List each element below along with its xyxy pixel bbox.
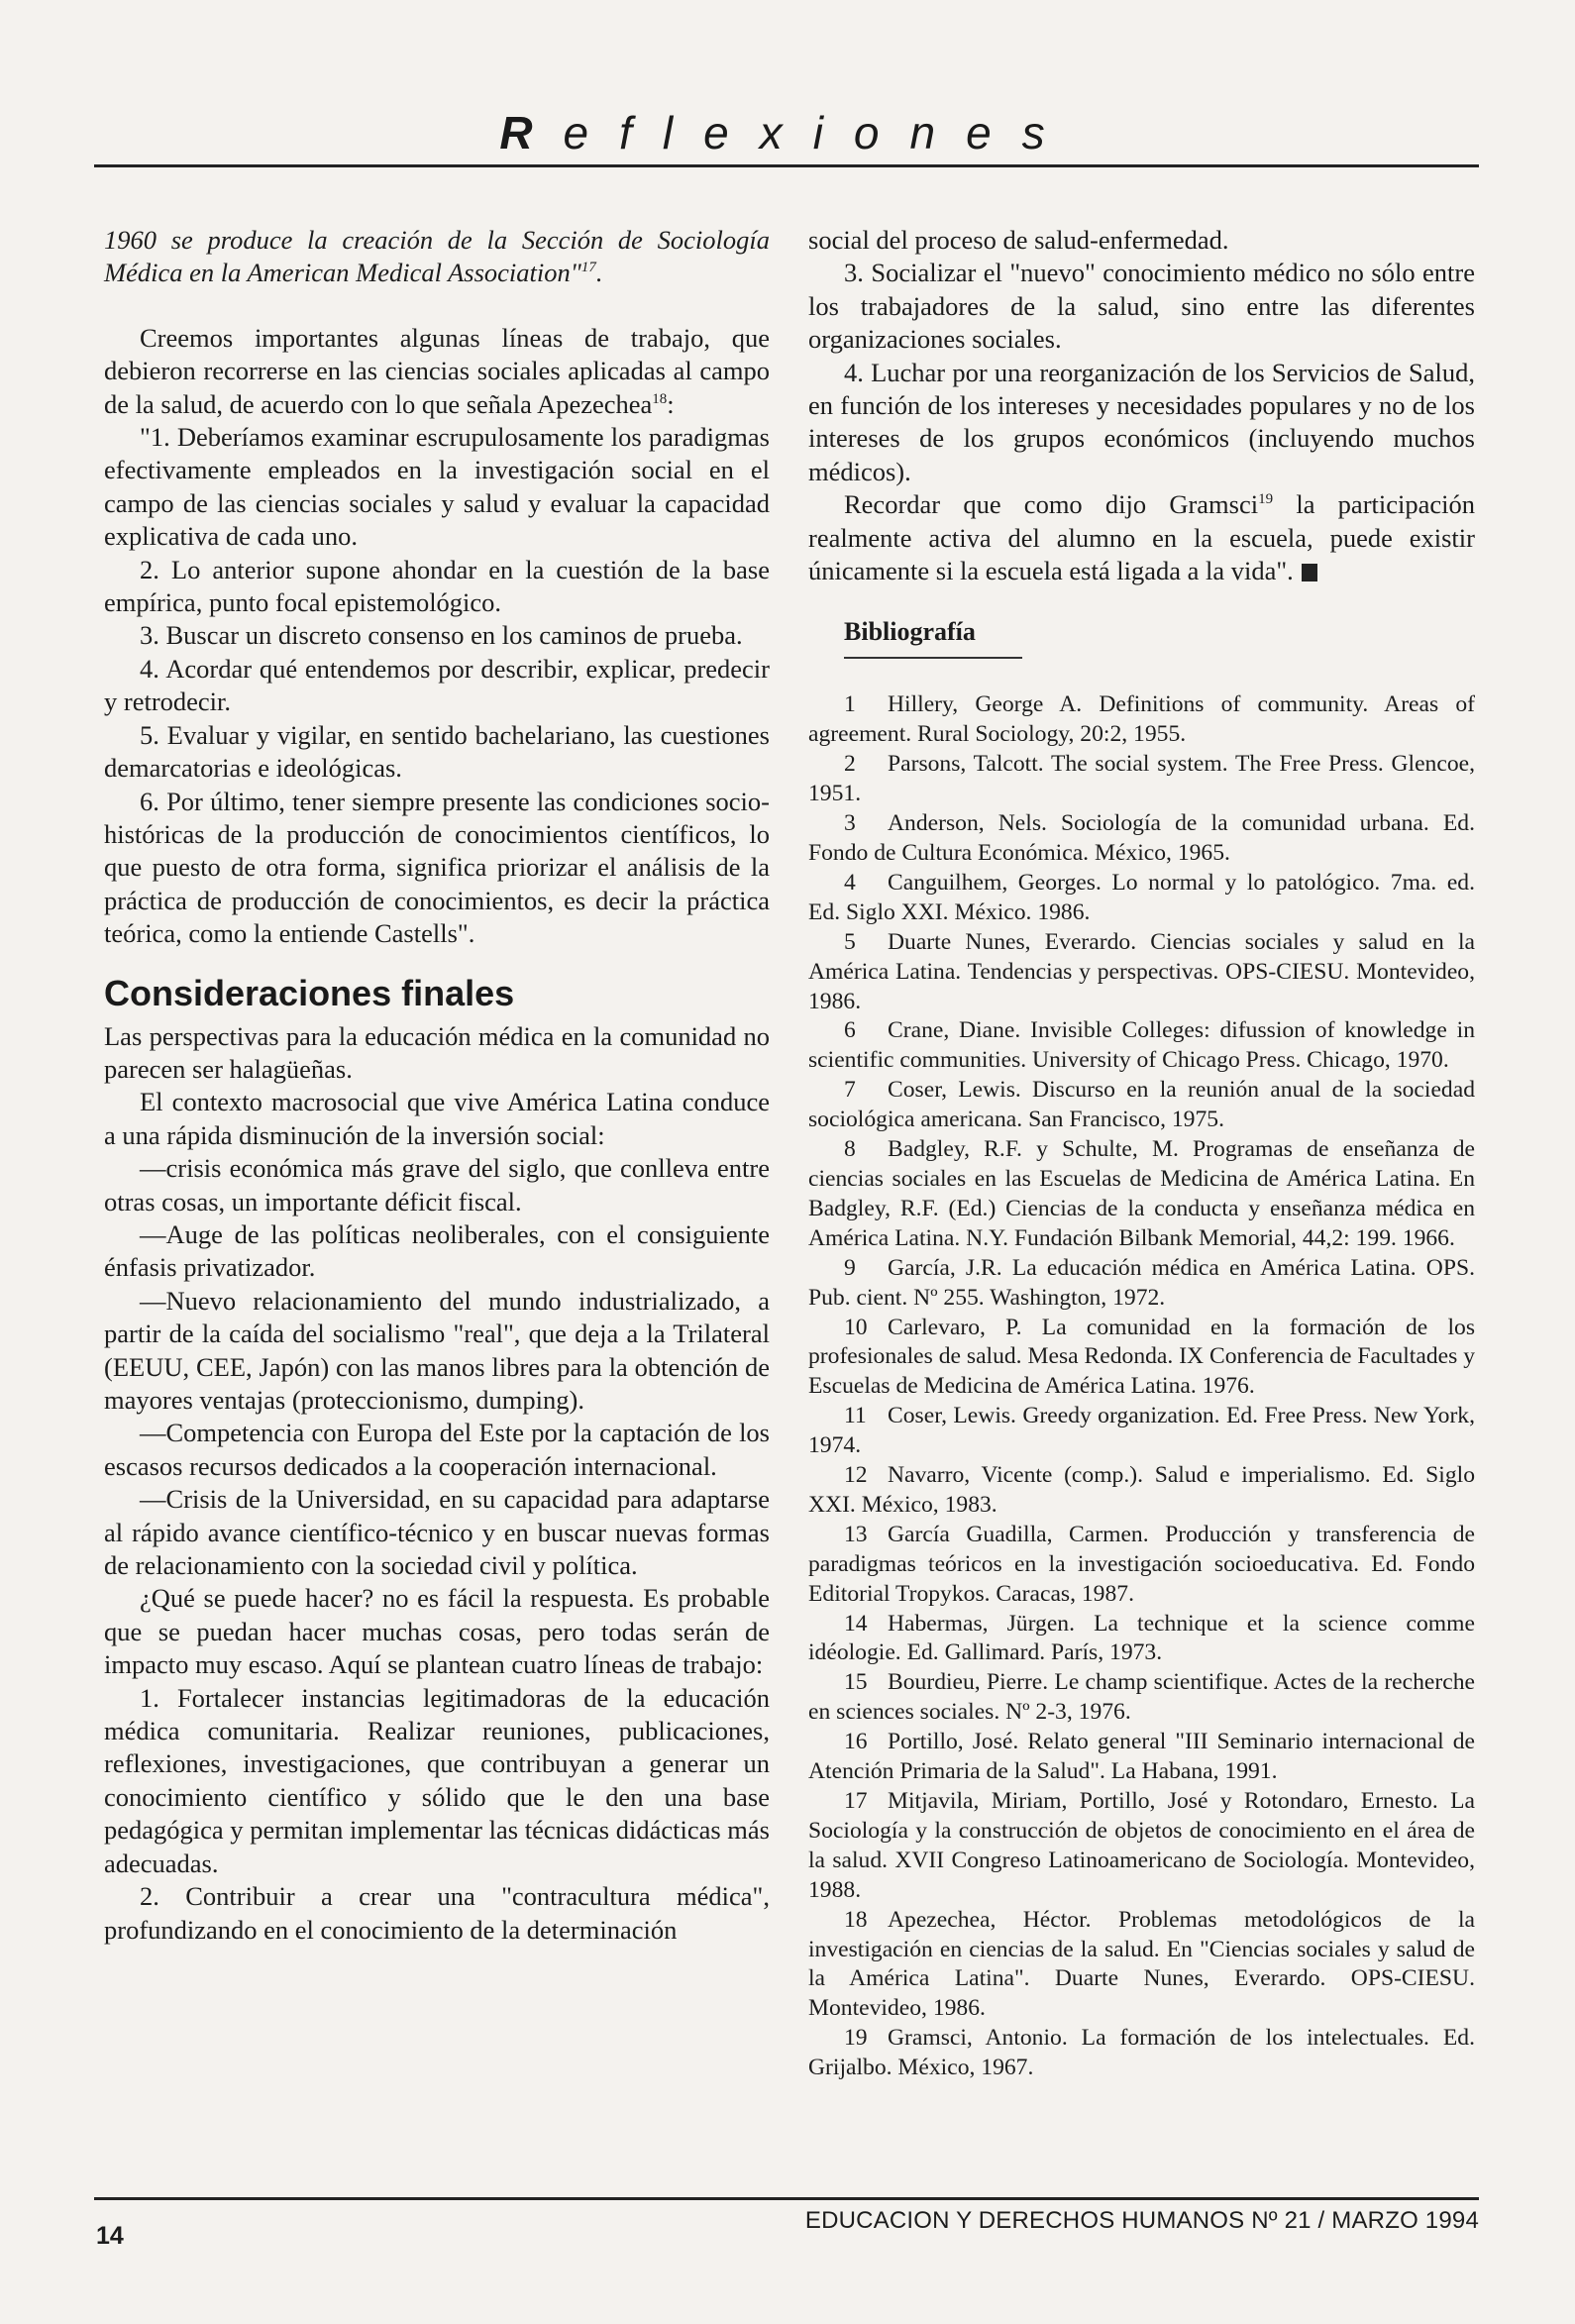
bibliography-number: 9 [844,1254,856,1281]
bibliography-text: Bourdieu, Pierre. Le champ scientifique. Actes de la recherche en sciences sociales. Nº 2-3, 1976. [808,1669,1475,1726]
bibliography-number: 14 [844,1610,868,1637]
intro-text: Creemos importantes algunas líneas de trabajo, que debieron recorrerse en las ciencias sociales aplicadas al campo de la salud, de acuerdo con lo que señala Apezechea [104,322,770,419]
bibliography-text: García Guadilla, Carmen. Producción y transferencia de paradigmas teóricos en la investigación socioeducativa. Ed. Fondo Editorial Tropykos. Caracas, 1987. [808,1521,1475,1607]
body-paragraph: —Auge de las políticas neoliberales, con el consiguiente énfasis privatizador. [104,1218,770,1283]
body-paragraph: 4. Luchar por una reorganización de los Servicios de Salud, en función de los intereses y necesidades populares y no de los intereses de los grupos económicos (incluyendo muchos médicos). [808,357,1475,486]
bibliography-entry [808,1314,1475,1403]
list-item: 3. Buscar un discreto consenso en los caminos de prueba. [140,620,743,651]
bibliography-number: 12 [844,1462,868,1489]
bibliography-entry [808,1728,1475,1787]
bibliography-number: 10 [844,1314,868,1340]
end-of-article-mark [1302,564,1317,581]
footer-rule [94,2197,1479,2200]
bibliography-text: Parsons, Talcott. The social system. The Free Press. Glencoe, 1951. [808,751,1475,807]
bibliography-text: Hillery, George A. Definitions of community. Areas of agreement. Rural Sociology, 20:2, 1955. [808,691,1475,748]
bibliography-entry [808,690,1475,750]
footnote-ref: 18 [652,390,668,407]
bibliography-number: 5 [844,928,856,955]
list-item: "1. Deberíamos examinar escrupulosamente los paradigmas efectivamente empleados en la investigación social en el campo de las ciencias sociales y salud y evaluar la capacidad explicativa de cada uno. [104,422,770,552]
body-paragraph: 2. Contribuir a crear una "contracultura médica", profundizando en el conocimiento de la determinación [104,1881,770,1945]
bibliography-list [808,690,1475,2083]
page-number: 14 [96,2222,124,2250]
bibliography-entry [808,1402,1475,1461]
bibliography-number: 15 [844,1669,868,1696]
bibliography-number: 7 [844,1077,856,1104]
bibliography-number: 17 [844,1788,868,1814]
bibliography-entry [808,750,1475,809]
section-heading: Consideraciones finales [104,972,515,1013]
bibliography-number: 19 [844,2025,868,2052]
quote-end: . [595,258,603,288]
body-paragraph: —Competencia con Europa del Este por la captación de los escasos recursos dedicados a la cooperación internacional. [104,1418,770,1481]
bibliography-number: 2 [844,751,856,778]
bibliography-number: 13 [844,1521,868,1547]
body-paragraph: —crisis económica más grave del siglo, que conlleva entre otras cosas, un importante déficit fiscal. [104,1153,770,1216]
bibliography-entry [808,1668,1475,1728]
body-paragraph: ¿Qué se puede hacer? no es fácil la respuesta. Es probable que se puedan hacer muchas cosas, pero todas serán de impacto muy escaso. Aquí se plantean cuatro líneas de trabajo: [104,1583,770,1680]
bibliography-entry [808,1461,1475,1521]
bibliography-number: 16 [844,1729,868,1755]
bibliography-entry [808,1610,1475,1669]
body-paragraph: El contexto macrosocial que vive América Latina conduce a una rápida disminución de la inversión social: [104,1087,770,1150]
bibliography-heading: Bibliografía [844,615,1022,659]
body-paragraph: —Crisis de la Universidad, en su capacidad para adaptarse al rápido avance científico-técnico y en buscar nuevas formas de relacionamiento con la sociedad civil y política. [104,1484,770,1581]
header-initial: R [499,107,564,158]
bibliography-entry [808,869,1475,928]
bibliography-text: Navarro, Vicente (comp.). Salud e imperialismo. Ed. Siglo XXI. México, 1983. [808,1462,1475,1518]
bibliography-entry [808,1906,1475,2025]
bibliography-number: 8 [844,1136,856,1163]
bibliography-entry [808,1521,1475,1610]
bibliography-text: Mitjavila, Miriam, Portillo, José y Rotondaro, Ernesto. La Sociología y la construcción de objetos de conocimiento en el área de la salud. XVII Congreso Latinoamericano de Sociología. Montevideo, 1988. [808,1788,1475,1903]
bibliography-entry [808,928,1475,1017]
footnote-ref: 19 [1258,491,1274,508]
body-paragraph: social del proceso de salud-enfermedad. [808,225,1229,255]
bibliography-text: García, J.R. La educación médica en América Latina. OPS. Pub. cient. Nº 255. Washington, 1972. [808,1254,1475,1311]
quote-text: 1960 se produce la creación de la Sección de Sociología Médica en la American Medical Association" [104,225,770,288]
header-rule [94,164,1479,167]
bibliography-text: Gramsci, Antonio. La formación de los intelectuales. Ed. Grijalbo. México, 1967. [808,2025,1475,2081]
bibliography-entry [808,809,1475,869]
bibliography-number: 3 [844,810,856,837]
list-item: 5. Evaluar y vigilar, en sentido bachelariano, las cuestiones demarcatorias e ideológicas. [104,719,770,784]
bibliography-text: Crane, Diane. Invisible Colleges: difussion of knowledge in scientific communities. University of Chicago Press. Chicago, 1970. [808,1017,1475,1074]
bibliography-text: Portillo, José. Relato general "III Seminario internacional de Atención Primaria de la Salud". La Habana, 1991. [808,1729,1475,1785]
bibliography-number: 11 [844,1403,867,1429]
body-paragraph: Las perspectivas para la educación médica en la comunidad no parecen ser halagüeñas. [104,1020,770,1084]
footnote-ref: 17 [580,260,596,276]
list-item: 4. Acordar qué entendemos por describir, explicar, predecir y retrodecir. [104,653,770,717]
header-rest: eflexiones [563,107,1076,158]
list-item: 2. Lo anterior supone ahondar en la cuestión de la base empírica, punto focal epistemológico. [104,554,770,618]
bibliography-number: 6 [844,1017,856,1044]
bibliography-text: Anderson, Nels. Sociología de la comunidad urbana. Ed. Fondo de Cultura Económica. México, 1965. [808,810,1475,866]
section-header-title [0,107,1575,158]
bibliography-text: Coser, Lewis. Greedy organization. Ed. Free Press. New York, 1974. [808,1403,1475,1459]
bibliography-entry [808,2024,1475,2083]
bibliography-text: Carlevaro, P. La comunidad en la formación de los profesionales de salud. Mesa Redonda. IX Conferencia de Facultades y Escuelas de Medicina de América Latina. 1976. [808,1314,1475,1400]
bibliography-number: 4 [844,869,856,896]
bibliography-entry [808,1254,1475,1314]
publication-footer: EDUCACION Y DERECHOS HUMANOS Nº 21 / MARZO 1994 [804,2207,1479,2234]
closing-text-end: la participación realmente activa del alumno en la escuela, puede existir únicamente si la escuela está ligada a la vida". [808,489,1476,586]
bibliography-text: Canguilhem, Georges. Lo normal y lo patológico. 7ma. ed. Ed. Siglo XXI. México. 1986. [808,869,1475,925]
bibliography-entry [808,1076,1475,1135]
bibliography-entry [808,1016,1475,1076]
body-paragraph: —Nuevo relacionamiento del mundo industrializado, a partir de la caída del socialismo "real", que deja a la Trilateral (EEUU, CEE, Japón) con las manos libres para la obtención de mayores ventajas (proteccionismo, dumping). [104,1285,770,1415]
bibliography-text: Apezechea, Héctor. Problemas metodológicos de la investigación en ciencias de la salud. En "Ciencias sociales y salud de la América Latina". Duarte Nunes, Everardo. OPS-CIESU. Montevideo, 1986. [808,1906,1475,2022]
intro-paragraph [104,322,770,421]
opening-quote [104,224,770,290]
bibliography-text: Badgley, R.F. y Schulte, M. Programas de enseñanza de ciencias sociales en las Escuelas de Medicina de América Latina. En Badgley, R.F. (Ed.) Ciencias de la conducta y enseñanza médica en América Latina. N.Y. Fundación Bilbank Memorial, 44,2: 199. 1966. [808,1136,1475,1251]
bibliography-text: Habermas, Jürgen. La technique et la science comme idéologie. Ed. Gallimard. París, 1973. [808,1610,1475,1666]
bibliography-text: Coser, Lewis. Discurso en la reunión anual de la sociedad sociológica americana. San Francisco, 1975. [808,1077,1475,1133]
bibliography-number: 1 [844,691,856,718]
list-item: 6. Por último, tener siempre presente las condiciones socio-históricas de la producción de conocimientos científicos, lo que puesto de otra forma, significa priorizar el análisis de la práctica de producción de conocimientos, es decir la práctica teórica, como la entiende Castells". [104,786,770,949]
closing-text: Recordar que como dijo Gramsci [844,489,1259,520]
bibliography-entry [808,1135,1475,1254]
bibliography-number: 18 [844,1906,868,1933]
closing-paragraph [808,488,1475,587]
body-paragraph: 3. Socializar el "nuevo" conocimiento médico no sólo entre los trabajadores de la salud, sino entre las diferentes organizaciones sociales. [808,258,1475,355]
intro-end: : [667,388,675,419]
left-column [104,224,770,1947]
body-paragraph: 1. Fortalecer instancias legitimadoras de la educación médica comunitaria. Realizar reuniones, publicaciones, reflexiones, investigaciones, que contribuyan a generar un conocimiento científico y sólido que le den una base pedagógica y permitan implementar las técnicas didácticas más adecuadas. [104,1682,770,1878]
bibliography-text: Duarte Nunes, Everardo. Ciencias sociales y salud en la América Latina. Tendencias y perspectivas. OPS-CIESU. Montevideo, 1986. [808,928,1475,1014]
bibliography-entry [808,1787,1475,1906]
right-column [808,224,1475,2083]
